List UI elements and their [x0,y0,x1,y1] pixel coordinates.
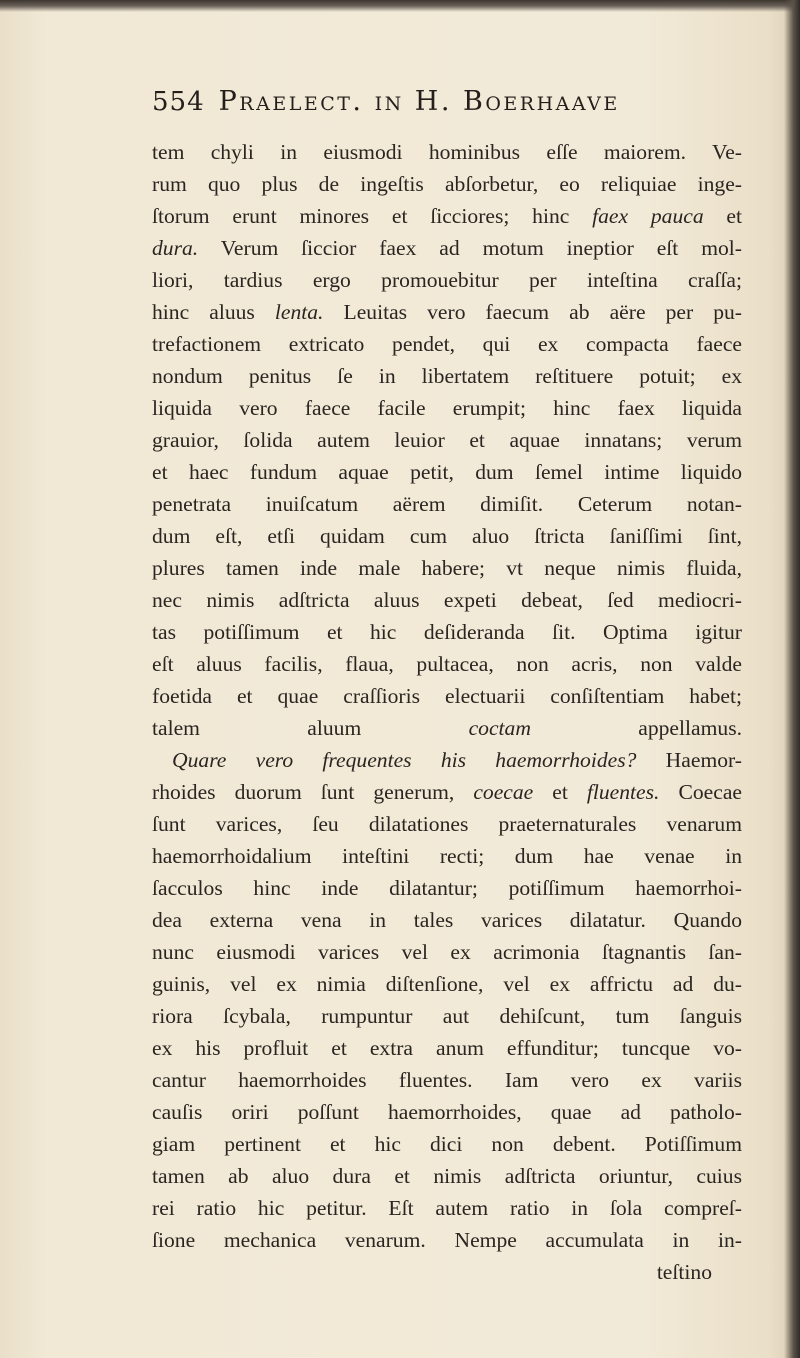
text-line [152,456,742,488]
text-line [152,872,742,904]
text-segment: teſtino [656,1260,712,1284]
text-segment: liquida vero faece facile erumpit; hinc faex liquida [152,396,742,420]
running-title: Praelect. in H. Boerhaave [218,86,620,117]
text-line [152,1064,742,1096]
text-segment: rum quo plus de ingeſtis abſorbetur, eo reliquiae inge- [152,172,742,196]
text-segment: Coecae [659,780,743,804]
text-segment: et [533,780,587,804]
italic-phrase: lenta. [274,300,324,324]
text-segment: Leuitas vero faecum ab aëre per pu- [323,300,742,324]
text-segment: appellamus. [530,716,742,740]
text-segment: Verum ſiccior faex ad motum ineptior eſt mol- [198,236,742,260]
text-line [152,392,742,424]
text-line [152,936,742,968]
text-line [152,1000,742,1032]
italic-phrase: Quare vero frequentes his haemorrhoides? [172,748,637,772]
text-line [152,968,742,1000]
text-segment: Haemor- [636,748,742,772]
text-segment: eſt aluus facilis, flaua, pultacea, non acris, non valde [152,652,742,676]
text-segment: haemorrhoidalium inteſtini recti; dum hae venae in [152,844,742,868]
text-segment: ex his profluit et extra anum effunditur; tuncque vo- [152,1036,742,1060]
italic-phrase: coecae [473,780,534,804]
text-line [152,648,742,680]
running-header [152,86,620,126]
text-segment: dea externa vena in tales varices dilatatur. Quando [152,908,742,932]
text-line [152,264,742,296]
text-segment: ſtorum erunt minores et ſicciores; hinc [152,204,593,228]
text-line [152,552,742,584]
text-segment: ſione mechanica venarum. Nempe accumulata in in- [152,1228,742,1252]
text-line [152,200,742,232]
text-segment: rhoides duorum ſunt generum, [152,780,474,804]
text-segment: et [703,204,743,228]
italic-phrase: dura. [152,236,199,260]
text-line [152,328,742,360]
text-line [152,424,742,456]
text-segment: ſacculos hinc inde dilatantur; potiſſimum haemorrhoi- [152,876,742,900]
text-segment: riora ſcybala, rumpuntur aut dehiſcunt, tum ſanguis [152,1004,742,1028]
body-text [152,136,742,1288]
text-line [152,1256,742,1288]
book-spine-shadow [784,0,800,1358]
text-line [152,584,742,616]
text-segment: hinc aluus [152,300,275,324]
text-line [152,360,742,392]
text-line [152,136,742,168]
text-segment: nunc eiusmodi varices vel ex acrimonia ſtagnantis ſan- [152,940,742,964]
text-line [152,1160,742,1192]
text-line [152,488,742,520]
text-segment: plures tamen inde male habere; vt neque nimis fluida, [152,556,742,580]
text-segment: nec nimis adſtricta aluus expeti debeat, ſed mediocri- [152,588,742,612]
text-line [152,744,742,776]
italic-phrase: coctam [468,716,531,740]
text-segment: liori, tardius ergo promouebitur per inteſtina craſſa; [152,268,742,292]
text-line [152,1128,742,1160]
text-segment: cantur haemorrhoides fluentes. Iam vero ex variis [152,1068,742,1092]
text-segment: nondum penitus ſe in libertatem reſtituere potuit; ex [152,364,742,388]
text-line [152,616,742,648]
page-top-edge [0,0,800,12]
text-segment: giam pertinent et hic dici non debent. Potiſſimum [152,1132,742,1156]
text-segment: dum eſt, etſi quidam cum aluo ſtricta ſaniſſimi ſint, [152,524,742,548]
text-line [152,680,742,712]
text-segment: cauſis oriri poſſunt haemorrhoides, quae ad patholo- [152,1100,742,1124]
italic-phrase: faex pauca [592,204,704,228]
text-segment: guinis, vel ex nimia diſtenſione, vel ex affrictu ad du- [152,972,742,996]
text-line [152,808,742,840]
text-line [152,168,742,200]
text-line [152,232,742,264]
italic-phrase: fluentes. [586,780,660,804]
text-segment: tas potiſſimum et hic deſideranda ſit. Optima igitur [152,620,742,644]
text-segment: foetida et quae craſſioris electuarii conſiſtentiam habet; [152,684,742,708]
text-segment: penetrata inuiſcatum aërem dimiſit. Ceterum notan- [152,492,742,516]
text-line [152,1032,742,1064]
text-segment: grauior, ſolida autem leuior et aquae innatans; verum [152,428,742,452]
text-line [152,1096,742,1128]
text-segment: tamen ab aluo dura et nimis adſtricta oriuntur, cuius [152,1164,742,1188]
text-segment: ſunt varices, ſeu dilatationes praeternaturales venarum [152,812,742,836]
text-line [152,904,742,936]
text-segment: tem chyli in eiusmodi hominibus eſſe maiorem. Ve- [152,140,742,164]
text-line [152,1192,742,1224]
text-segment: et haec fundum aquae petit, dum ſemel intime liquido [152,460,742,484]
text-line [152,776,742,808]
text-line [152,296,742,328]
page-number: 554 [152,87,205,117]
text-line [152,712,742,744]
text-segment: trefactionem extricato pendet, qui ex compacta faece [152,332,742,356]
text-segment: talem aluum [152,716,469,740]
text-line [152,520,742,552]
text-line [152,840,742,872]
text-segment: rei ratio hic petitur. Eſt autem ratio in ſola compreſ- [152,1196,742,1220]
text-line [152,1224,742,1256]
